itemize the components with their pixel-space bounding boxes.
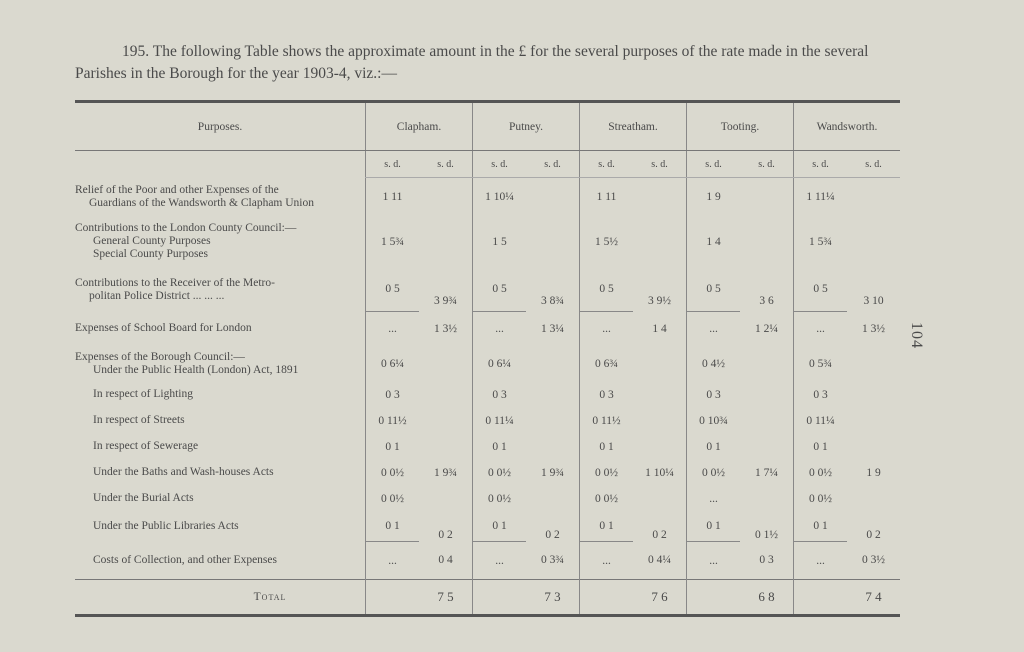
header-tooting: Tooting. <box>687 102 794 151</box>
table-row: Under the Public Libraries Acts 0 1 0 2 0 1 0 2 0 1 0 2 0 1 0 1½ 0 1 0 2 <box>75 512 900 542</box>
header-wandsworth: Wandsworth. <box>794 102 901 151</box>
table-row: In respect of Streets 0 11½ 0 11¼ 0 11½ 0 10¾ 0 11¼ <box>75 408 900 434</box>
table-row: Expenses of the Borough Council:— Under the Public Health (London) Act, 1891 0 6¼ 0 6¼ 0 6¾ 0 4½ 0 5¾ <box>75 346 900 382</box>
table-row: In respect of Lighting 0 3 0 3 0 3 0 3 0 3 <box>75 382 900 408</box>
header-putney: Putney. <box>473 102 580 151</box>
sd-row: s. d. s. d. s. d. s. d. s. d. s. d. s. d. s. d. s. d. s. d. <box>75 151 900 178</box>
header-streatham: Streatham. <box>580 102 687 151</box>
table-row: Relief of the Poor and other Expenses of the Guardians of the Wandsworth & Clapham Union 1 11 1 10¼ 1 11 1 9 1 11¼ <box>75 178 900 216</box>
table-row: Under the Baths and Wash-houses Acts 0 0½ 1 9¾ 0 0½ 1 9¾ 0 0½ 1 10¼ 0 0½ 1 7¼ 0 0½ 1 9 <box>75 460 900 486</box>
intro-paragraph: 195. The following Table shows the approximate amount in the £ for the several purposes of the rate made in the several Parishes in the Borough for the year 1903-4, viz.:— <box>75 43 869 82</box>
header-clapham: Clapham. <box>366 102 473 151</box>
table-row: Contributions to the London County Council:— General County Purposes Special County Purposes 1 5¾ 1 5 1 5½ 1 4 1 5¾ <box>75 216 900 268</box>
table-row: Under the Burial Acts 0 0½ 0 0½ 0 0½ ... 0 0½ <box>75 486 900 512</box>
table-row: Expenses of School Board for London ... 1 3½ ... 1 3¼ ... 1 4 ... 1 2¼ ... 1 3½ <box>75 312 900 346</box>
table-row: Costs of Collection, and other Expenses ... 0 4 ... 0 3¾ ... 0 4¼ ... 0 3 ... 0 3½ <box>75 542 900 580</box>
total-row: Total 7 5 7 3 7 6 6 8 7 4 <box>75 580 900 616</box>
page-number: 104 <box>908 322 925 349</box>
rates-table <box>75 100 900 617</box>
table-row: In respect of Sewerage 0 1 0 1 0 1 0 1 0 1 <box>75 434 900 460</box>
table-row: Contributions to the Receiver of the Metro- politan Police District ... ... ... 0 5 3 9¾ 0 5 3 8¾ 0 5 3 9½ 0 5 3 6 0 5 3 10 <box>75 268 900 312</box>
header-purposes: Purposes. <box>75 102 366 151</box>
